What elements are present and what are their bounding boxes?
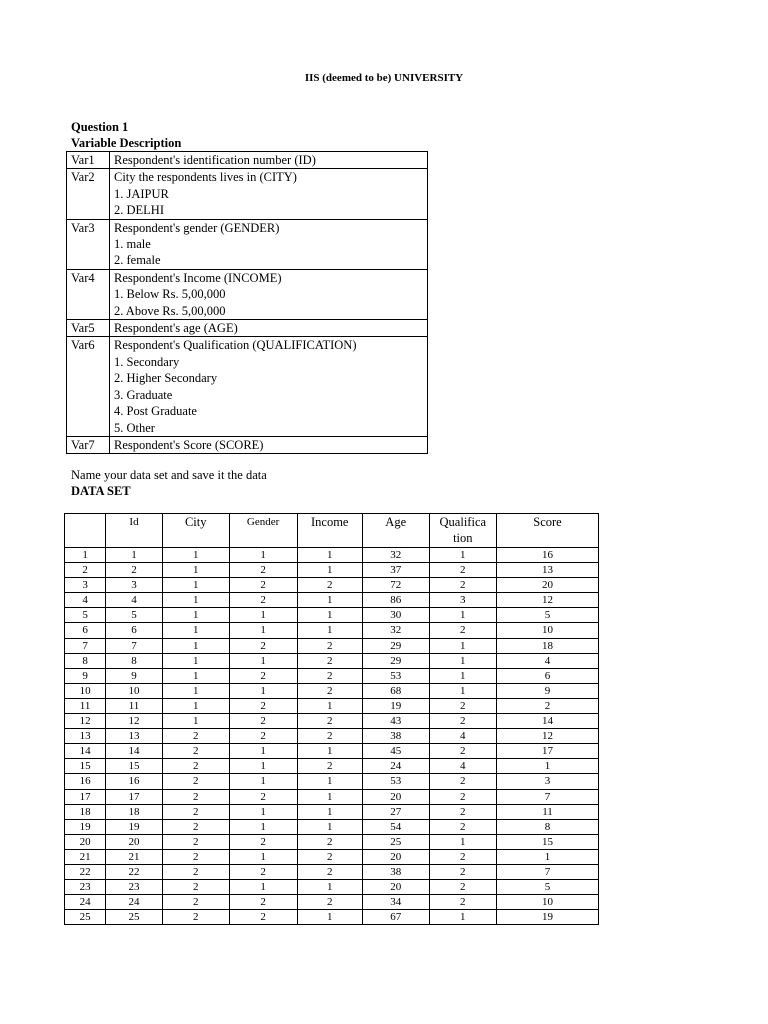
table-cell: 2 xyxy=(229,593,297,608)
table-cell: 20 xyxy=(497,578,599,593)
table-cell: 8 xyxy=(65,653,106,668)
column-header xyxy=(65,514,106,548)
table-cell: 4 xyxy=(65,593,106,608)
table-cell: 8 xyxy=(497,819,599,834)
table-cell: 2 xyxy=(297,759,362,774)
variable-description xyxy=(110,436,428,453)
table-cell: 2 xyxy=(229,789,297,804)
variable-option: 1. Below Rs. 5,00,000 xyxy=(114,287,226,302)
table-cell: 4 xyxy=(429,729,496,744)
table-row xyxy=(65,744,599,759)
table-cell: 2 xyxy=(106,563,163,578)
table-cell: 12 xyxy=(106,714,163,729)
table-cell: 2 xyxy=(162,789,229,804)
table-cell: 1 xyxy=(229,849,297,864)
table-cell: 43 xyxy=(362,714,429,729)
table-cell: 1 xyxy=(297,819,362,834)
table-cell: 2 xyxy=(429,774,496,789)
variable-option: 2. Above Rs. 5,00,000 xyxy=(114,303,226,318)
table-cell: 2 xyxy=(162,819,229,834)
table-cell: 20 xyxy=(106,834,163,849)
table-cell: 5 xyxy=(106,608,163,623)
table-cell: 1 xyxy=(297,804,362,819)
table-row xyxy=(65,774,599,789)
table-cell: 2 xyxy=(229,910,297,925)
table-row xyxy=(65,910,599,925)
table-cell: 2 xyxy=(429,895,496,910)
variable-code: Var1 xyxy=(67,152,110,169)
table-cell: 1 xyxy=(229,623,297,638)
variable-option: 2. Higher Secondary xyxy=(114,371,218,386)
table-cell: 2 xyxy=(297,834,362,849)
table-cell: 1 xyxy=(497,759,599,774)
table-cell: 24 xyxy=(65,895,106,910)
table-cell: 7 xyxy=(497,864,599,879)
table-cell: 8 xyxy=(106,653,163,668)
table-cell: 5 xyxy=(497,608,599,623)
variable-label: Respondent's Qualification (QUALIFICATION) xyxy=(114,338,357,353)
variable-option: 2. female xyxy=(114,253,161,268)
variable-description xyxy=(110,219,428,269)
table-cell: 2 xyxy=(65,563,106,578)
variable-code: Var6 xyxy=(67,337,110,436)
table-cell: 7 xyxy=(497,789,599,804)
table-cell: 2 xyxy=(429,819,496,834)
table-cell: 2 xyxy=(429,849,496,864)
table-cell: 2 xyxy=(229,638,297,653)
table-cell: 1 xyxy=(497,849,599,864)
table-cell: 1 xyxy=(297,593,362,608)
table-cell: 15 xyxy=(106,759,163,774)
variable-description xyxy=(110,320,428,337)
table-row xyxy=(65,638,599,653)
table-cell: 16 xyxy=(106,774,163,789)
table-cell: 1 xyxy=(162,563,229,578)
table-cell: 1 xyxy=(297,698,362,713)
table-cell: 2 xyxy=(297,895,362,910)
table-cell: 23 xyxy=(106,880,163,895)
table-cell: 16 xyxy=(497,548,599,563)
table-cell: 19 xyxy=(362,698,429,713)
table-row xyxy=(65,849,599,864)
table-cell: 3 xyxy=(106,578,163,593)
table-cell: 1 xyxy=(297,608,362,623)
table-cell: 1 xyxy=(162,714,229,729)
table-cell: 7 xyxy=(106,638,163,653)
table-cell: 2 xyxy=(162,849,229,864)
table-cell: 1 xyxy=(65,548,106,563)
table-cell: 86 xyxy=(362,593,429,608)
variable-label: City the respondents lives in (CITY) xyxy=(114,170,297,185)
table-cell: 1 xyxy=(229,683,297,698)
table-cell: 1 xyxy=(229,804,297,819)
table-cell: 1 xyxy=(429,653,496,668)
table-cell: 5 xyxy=(497,880,599,895)
table-cell: 2 xyxy=(297,668,362,683)
table-cell: 14 xyxy=(65,744,106,759)
variable-description-table xyxy=(66,151,428,454)
table-cell: 11 xyxy=(106,698,163,713)
variable-option: 5. Other xyxy=(114,420,155,435)
table-cell: 14 xyxy=(497,714,599,729)
table-cell: 10 xyxy=(65,683,106,698)
table-cell: 6 xyxy=(497,668,599,683)
table-cell: 2 xyxy=(429,864,496,879)
variable-row xyxy=(67,169,428,219)
table-cell: 1 xyxy=(229,759,297,774)
table-cell: 12 xyxy=(497,729,599,744)
variable-row xyxy=(67,320,428,337)
table-row xyxy=(65,653,599,668)
table-cell: 12 xyxy=(65,714,106,729)
table-cell: 20 xyxy=(362,849,429,864)
variable-code: Var3 xyxy=(67,219,110,269)
table-cell: 2 xyxy=(229,668,297,683)
table-cell: 2 xyxy=(429,744,496,759)
variable-row xyxy=(67,436,428,453)
variable-label: Respondent's Income (INCOME) xyxy=(114,270,282,285)
table-cell: 2 xyxy=(429,578,496,593)
table-cell: 72 xyxy=(362,578,429,593)
table-cell: 14 xyxy=(106,744,163,759)
table-cell: 32 xyxy=(362,623,429,638)
table-cell: 4 xyxy=(106,593,163,608)
table-cell: 20 xyxy=(362,789,429,804)
table-cell: 22 xyxy=(65,864,106,879)
table-cell: 1 xyxy=(229,653,297,668)
table-cell: 6 xyxy=(65,623,106,638)
table-cell: 2 xyxy=(162,880,229,895)
table-row xyxy=(65,834,599,849)
table-cell: 17 xyxy=(497,744,599,759)
question-heading xyxy=(71,119,181,151)
table-row xyxy=(65,563,599,578)
table-cell: 30 xyxy=(362,608,429,623)
table-cell: 67 xyxy=(362,910,429,925)
table-row xyxy=(65,578,599,593)
table-row xyxy=(65,819,599,834)
table-cell: 1 xyxy=(162,578,229,593)
variable-code: Var2 xyxy=(67,169,110,219)
table-cell: 2 xyxy=(162,759,229,774)
table-cell: 9 xyxy=(497,683,599,698)
table-row xyxy=(65,714,599,729)
table-cell: 2 xyxy=(229,698,297,713)
table-cell: 2 xyxy=(297,653,362,668)
table-cell: 24 xyxy=(106,895,163,910)
table-cell: 2 xyxy=(297,864,362,879)
table-cell: 34 xyxy=(362,895,429,910)
table-cell: 16 xyxy=(65,774,106,789)
table-cell: 1 xyxy=(297,774,362,789)
table-cell: 1 xyxy=(229,744,297,759)
table-cell: 1 xyxy=(429,638,496,653)
table-cell: 7 xyxy=(65,638,106,653)
table-row xyxy=(65,698,599,713)
variable-row xyxy=(67,269,428,319)
column-header: Gender xyxy=(229,514,297,548)
table-cell: 2 xyxy=(162,804,229,819)
table-cell: 23 xyxy=(65,880,106,895)
table-cell: 20 xyxy=(362,880,429,895)
table-cell: 54 xyxy=(362,819,429,834)
variable-code: Var5 xyxy=(67,320,110,337)
table-cell: 1 xyxy=(162,608,229,623)
table-row xyxy=(65,623,599,638)
table-cell: 9 xyxy=(65,668,106,683)
table-cell: 17 xyxy=(65,789,106,804)
table-cell: 13 xyxy=(106,729,163,744)
variable-description xyxy=(110,152,428,169)
table-cell: 2 xyxy=(229,895,297,910)
table-cell: 18 xyxy=(497,638,599,653)
table-cell: 1 xyxy=(106,548,163,563)
table-row xyxy=(65,608,599,623)
table-cell: 2 xyxy=(162,834,229,849)
table-cell: 2 xyxy=(229,834,297,849)
variable-code: Var7 xyxy=(67,436,110,453)
table-cell: 2 xyxy=(229,714,297,729)
table-cell: 1 xyxy=(297,563,362,578)
table-cell: 37 xyxy=(362,563,429,578)
table-cell: 19 xyxy=(497,910,599,925)
variable-option: 1. Secondary xyxy=(114,354,180,369)
table-cell: 25 xyxy=(65,910,106,925)
table-cell: 2 xyxy=(297,714,362,729)
table-cell: 2 xyxy=(297,849,362,864)
data-set-table xyxy=(64,513,599,925)
table-cell: 2 xyxy=(429,880,496,895)
dataset-heading: DATA SET xyxy=(71,484,131,498)
table-cell: 11 xyxy=(497,804,599,819)
table-cell: 2 xyxy=(162,744,229,759)
table-cell: 5 xyxy=(65,608,106,623)
table-cell: 1 xyxy=(229,774,297,789)
table-row xyxy=(65,668,599,683)
table-cell: 45 xyxy=(362,744,429,759)
table-row xyxy=(65,789,599,804)
page-title: IIS (deemed to be) UNIVERSITY xyxy=(304,72,464,84)
table-cell: 10 xyxy=(497,895,599,910)
dataset-note xyxy=(71,467,267,499)
column-header: Qualifica tion xyxy=(429,514,496,548)
table-cell: 2 xyxy=(162,910,229,925)
table-cell: 2 xyxy=(162,729,229,744)
table-cell: 53 xyxy=(362,774,429,789)
table-row xyxy=(65,864,599,879)
table-cell: 1 xyxy=(162,623,229,638)
table-cell: 2 xyxy=(229,563,297,578)
table-cell: 9 xyxy=(106,668,163,683)
table-cell: 13 xyxy=(65,729,106,744)
table-cell: 1 xyxy=(162,638,229,653)
variable-row xyxy=(67,152,428,169)
table-cell: 1 xyxy=(229,608,297,623)
variable-description xyxy=(110,269,428,319)
variable-label: Respondent's identification number (ID) xyxy=(114,153,316,167)
table-cell: 10 xyxy=(497,623,599,638)
table-cell: 3 xyxy=(497,774,599,789)
table-cell: 2 xyxy=(429,804,496,819)
table-row xyxy=(65,729,599,744)
table-cell: 1 xyxy=(162,668,229,683)
table-cell: 3 xyxy=(429,593,496,608)
table-cell: 2 xyxy=(429,714,496,729)
column-header: Income xyxy=(297,514,362,548)
table-cell: 18 xyxy=(65,804,106,819)
table-cell: 17 xyxy=(106,789,163,804)
table-cell: 2 xyxy=(229,729,297,744)
table-cell: 53 xyxy=(362,668,429,683)
table-cell: 1 xyxy=(297,880,362,895)
table-cell: 2 xyxy=(297,683,362,698)
table-cell: 2 xyxy=(297,638,362,653)
variable-option: 2. DELHI xyxy=(114,203,164,218)
table-cell: 15 xyxy=(497,834,599,849)
table-cell: 1 xyxy=(429,548,496,563)
question-number: Question 1 xyxy=(71,120,129,134)
table-cell: 38 xyxy=(362,729,429,744)
variable-row xyxy=(67,219,428,269)
table-cell: 1 xyxy=(297,548,362,563)
table-row xyxy=(65,880,599,895)
table-cell: 21 xyxy=(65,849,106,864)
table-cell: 2 xyxy=(429,623,496,638)
table-cell: 18 xyxy=(106,804,163,819)
variable-description xyxy=(110,337,428,436)
table-cell: 1 xyxy=(297,910,362,925)
table-cell: 19 xyxy=(65,819,106,834)
variable-description xyxy=(110,169,428,219)
table-cell: 13 xyxy=(497,563,599,578)
table-cell: 1 xyxy=(429,834,496,849)
table-cell: 3 xyxy=(65,578,106,593)
table-cell: 29 xyxy=(362,653,429,668)
table-cell: 27 xyxy=(362,804,429,819)
table-cell: 4 xyxy=(497,653,599,668)
table-cell: 38 xyxy=(362,864,429,879)
table-cell: 12 xyxy=(497,593,599,608)
table-row xyxy=(65,548,599,563)
column-header: Id xyxy=(106,514,163,548)
table-cell: 2 xyxy=(162,895,229,910)
table-cell: 1 xyxy=(429,608,496,623)
table-row xyxy=(65,593,599,608)
table-cell: 1 xyxy=(162,653,229,668)
variable-label: Respondent's gender (GENDER) xyxy=(114,220,280,235)
table-cell: 4 xyxy=(429,759,496,774)
column-header: Age xyxy=(362,514,429,548)
variable-code: Var4 xyxy=(67,269,110,319)
table-cell: 15 xyxy=(65,759,106,774)
table-cell: 24 xyxy=(362,759,429,774)
variable-label: Respondent's Score (SCORE) xyxy=(114,437,264,452)
variable-row xyxy=(67,337,428,436)
table-cell: 1 xyxy=(162,683,229,698)
variable-option: 4. Post Graduate xyxy=(114,404,197,419)
table-cell: 2 xyxy=(162,864,229,879)
table-cell: 1 xyxy=(229,880,297,895)
table-cell: 68 xyxy=(362,683,429,698)
table-cell: 2 xyxy=(429,789,496,804)
table-cell: 2 xyxy=(162,774,229,789)
table-cell: 19 xyxy=(106,819,163,834)
variable-description-heading: Variable Description xyxy=(71,136,182,150)
table-cell: 1 xyxy=(162,593,229,608)
table-cell: 1 xyxy=(297,623,362,638)
table-cell: 10 xyxy=(106,683,163,698)
table-cell: 1 xyxy=(162,548,229,563)
table-row xyxy=(65,683,599,698)
table-cell: 2 xyxy=(429,698,496,713)
table-cell: 2 xyxy=(229,864,297,879)
table-cell: 2 xyxy=(429,563,496,578)
table-cell: 1 xyxy=(297,789,362,804)
table-cell: 2 xyxy=(497,698,599,713)
table-cell: 21 xyxy=(106,849,163,864)
table-cell: 1 xyxy=(429,668,496,683)
table-cell: 20 xyxy=(65,834,106,849)
variable-label: Respondent's age (AGE) xyxy=(114,321,238,336)
table-cell: 32 xyxy=(362,548,429,563)
table-cell: 1 xyxy=(229,548,297,563)
dataset-instruction: Name your data set and save it the data xyxy=(71,468,267,482)
table-cell: 25 xyxy=(362,834,429,849)
table-cell: 2 xyxy=(297,578,362,593)
table-cell: 1 xyxy=(162,698,229,713)
table-cell: 2 xyxy=(229,578,297,593)
table-cell: 1 xyxy=(429,683,496,698)
table-row xyxy=(65,895,599,910)
table-cell: 1 xyxy=(229,819,297,834)
variable-option: 1. male xyxy=(114,237,151,252)
column-header: City xyxy=(162,514,229,548)
variable-option: 3. Graduate xyxy=(114,387,173,402)
table-cell: 22 xyxy=(106,864,163,879)
variable-option: 1. JAIPUR xyxy=(114,186,169,201)
table-cell: 25 xyxy=(106,910,163,925)
table-cell: 11 xyxy=(65,698,106,713)
table-cell: 6 xyxy=(106,623,163,638)
table-cell: 1 xyxy=(297,744,362,759)
table-cell: 29 xyxy=(362,638,429,653)
table-row xyxy=(65,759,599,774)
table-cell: 2 xyxy=(297,729,362,744)
table-row xyxy=(65,804,599,819)
table-cell: 1 xyxy=(429,910,496,925)
column-header: Score xyxy=(497,514,599,548)
